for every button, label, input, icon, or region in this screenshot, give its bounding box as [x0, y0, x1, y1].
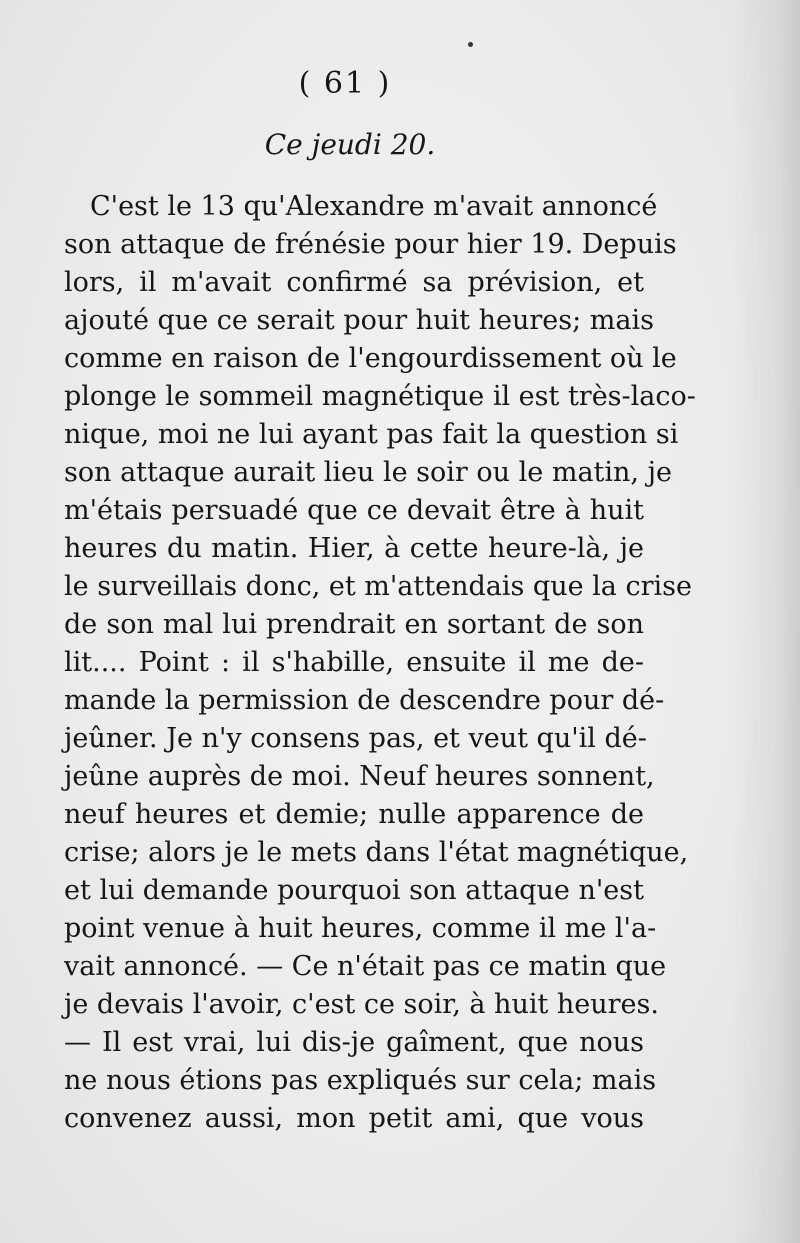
- text-line: lors, il m'avait confirmé sa prévision, et: [64, 267, 644, 298]
- text-line: convenez aussi, mon petit ami, que vous: [64, 1103, 644, 1134]
- text-line: je devais l'avoir, c'est ce soir, à huit heures.: [64, 989, 659, 1020]
- text-line: — Il est vrai, lui dis-je gaîment, que nous: [64, 1027, 644, 1058]
- ink-speck: [468, 42, 473, 47]
- text-line: vait annoncé. — Ce n'était pas ce matin que: [64, 951, 667, 982]
- text-line: ne nous étions pas expliqués sur cela; mais: [64, 1065, 657, 1096]
- page-number: ( 61 ): [298, 66, 392, 101]
- text-line: plonge le sommeil magnétique il est très-laco-: [64, 381, 696, 412]
- text-line: jeûne auprès de moi. Neuf heures sonnent,: [64, 761, 655, 792]
- dateline-heading: Ce jeudi 20.: [264, 128, 436, 161]
- text-line: nique, moi ne lui ayant pas fait la question si: [64, 419, 679, 450]
- text-line: ajouté que ce serait pour huit heures; mais: [64, 305, 654, 336]
- text-line: neuf heures et demie; nulle apparence de: [64, 799, 644, 830]
- body-text: [64, 188, 696, 1138]
- text-line: C'est le 13 qu'Alexandre m'avait annoncé: [90, 191, 658, 222]
- text-line: jeûner. Je n'y consens pas, et veut qu'il dé-: [64, 723, 647, 754]
- text-line: lit.... Point : il s'habille, ensuite il me de-: [64, 647, 644, 678]
- page-edge-shadow: [730, 0, 800, 1243]
- text-line: crise; alors je le mets dans l'état magnétique,: [64, 837, 689, 868]
- text-line: heures du matin. Hier, à cette heure-là, je: [64, 533, 644, 564]
- text-line: le surveillais donc, et m'attendais que la crise: [64, 571, 692, 602]
- text-line: comme en raison de l'engourdissement où le: [64, 343, 677, 374]
- text-line: mande la permission de descendre pour dé-: [64, 685, 665, 716]
- text-line: de son mal lui prendrait en sortant de son: [64, 609, 644, 640]
- text-line: point venue à huit heures, comme il me l'a-: [64, 913, 657, 944]
- text-line: m'étais persuadé que ce devait être à huit: [64, 495, 644, 526]
- text-line: son attaque aurait lieu le soir ou le matin, je: [64, 457, 672, 488]
- text-line: son attaque de frénésie pour hier 19. Depuis: [64, 229, 677, 260]
- text-line: et lui demande pourquoi son attaque n'est: [64, 875, 644, 906]
